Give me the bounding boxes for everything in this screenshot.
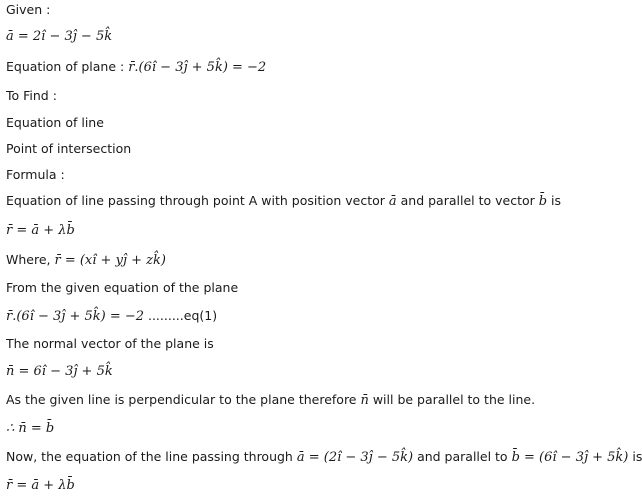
eq1-label: .........eq(1) [144,308,218,323]
where-math: r̄ = (xî + yĵ + zk̂) [54,253,166,268]
eq1-line [6,307,217,326]
formula-description [6,192,561,211]
plane-equation-math: r̄.(6î − 3ĵ + 5k̂) = −2 [128,60,267,75]
plane-equation-label: Equation of plane : [6,59,129,74]
where-label: Where, [6,252,55,267]
line-eq-vec-b: b̄ = (6î − 3ĵ + 5k̂) [511,450,629,465]
formula-vec-b: b̄ [538,194,548,209]
formula-heading: Formula : [6,167,65,182]
where-line [6,251,166,270]
to-find-heading: To Find : [6,88,57,103]
perpendicular-a: As the given line is perpendicular to the plane therefore [6,392,361,407]
perpendicular-n: n̄ [360,393,369,408]
given-vector-a: ā = 2î − 3ĵ − 5k̂ [6,29,113,44]
formula-vec-a: ā [388,194,397,209]
given-heading: Given : [6,2,51,17]
normal-vector-text: The normal vector of the plane is [6,336,214,351]
find-item-line: Equation of line [6,115,104,130]
from-plane-text: From the given equation of the plane [6,280,239,295]
final-line-formula: r̄ = ā + λb̄ [6,478,75,493]
eq1-math: r̄.(6î − 3ĵ + 5k̂) = −2 [6,309,145,324]
formula-desc-a: Equation of line passing through point A with position vector [6,193,389,208]
perpendicular-b: will be parallel to the line. [368,392,536,407]
normal-vector-math: n̄ = 6î − 3ĵ + 5k̂ [6,364,113,379]
formula-desc-c: is [547,193,562,208]
line-eq-b: and parallel to [413,449,512,464]
line-eq-c: is [628,449,642,464]
line-equation-text [6,448,642,467]
n-equals-b: ∴ n̄ = b̄ [6,421,55,436]
perpendicular-text [6,391,535,410]
find-item-intersection: Point of intersection [6,141,132,156]
plane-equation-line [6,58,266,77]
line-eq-a: Now, the equation of the line passing through [6,449,297,464]
line-formula: r̄ = ā + λb̄ [6,223,75,238]
formula-desc-b: and parallel to vector [396,193,539,208]
line-eq-vec-a: ā = (2î − 3ĵ − 5k̂) [296,450,414,465]
